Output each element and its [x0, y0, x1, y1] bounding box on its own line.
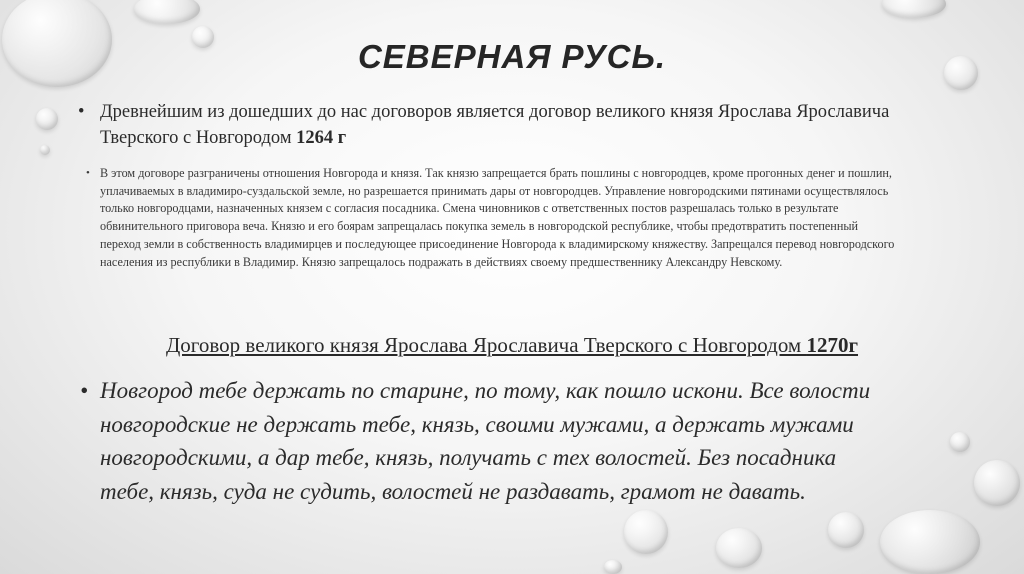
water-drop-decoration — [36, 108, 58, 130]
bullet-year: 1264 г — [296, 128, 347, 148]
slide-title: СЕВЕРНАЯ РУСЬ. — [357, 38, 667, 75]
water-drop-decoration — [134, 0, 200, 24]
quote-text: Новгород тебе держать по старине, по тому, как пошло искони. Все волости новгородские не держать тебе, князь, своими мужами, а держать мужами новгородскими, а дар тебе, князь, получать с тех волостей. Без посадника тебе, князь, суда не судить, волостей не раздавать, грамот не давать. — [100, 378, 871, 504]
section-heading — [0, 333, 1024, 358]
water-drop-decoration — [974, 460, 1020, 506]
bullet-text: В этом договоре разграничены отношения Новгорода и князя. Так князю запрещается брать пошлины с новгородцев, кроме прогонных денег и пошлин, уплачиваемых в владимиро-суздальской земле, но разрешается принимать дары от новгородцев. Управление новгородскими пятинами осуществлялось только новгородцами, назначенных князем с согласия посадника. Смена чиновников с ответственных постов разрешалась только в результате обвинительного приговора веча. Князю и его боярам запрещалась покупка земель в новгородской республике, чтобы предотвратить постепенный переход земли в собственность владимирцев и последующее присоединение Новгорода к владимирскому княжеству. Запрещался перевод новгородского населения из республики в Владимир. Князю запрещалось подражать в действиях своему предшественнику Александру Невскому. — [100, 166, 895, 269]
bullet-text: Древнейшим из дошедших до нас договоров является договор великого князя Ярослава Ярославича Тверского с Новгородом — [100, 102, 890, 148]
section-heading-text: Договор великого князя Ярослава Ярославича Тверского с Новгородом — [165, 333, 807, 357]
water-drop-decoration — [880, 510, 980, 574]
water-drop-decoration — [40, 145, 50, 155]
water-drop-decoration — [882, 0, 946, 18]
section-heading-year: 1270г — [806, 333, 859, 357]
bullet-treaty-details — [86, 165, 900, 271]
water-drop-decoration — [950, 432, 970, 452]
bullet-marker: • — [86, 167, 90, 179]
water-drop-decoration — [828, 512, 864, 548]
bullet-treaty-quote — [80, 374, 880, 508]
bullet-treaty-1264 — [78, 99, 940, 151]
bullet-marker: • — [80, 378, 89, 403]
water-drop-decoration — [624, 510, 668, 554]
water-drop-decoration — [716, 528, 762, 568]
water-drop-decoration — [604, 560, 622, 574]
bullet-marker: • — [78, 102, 85, 122]
